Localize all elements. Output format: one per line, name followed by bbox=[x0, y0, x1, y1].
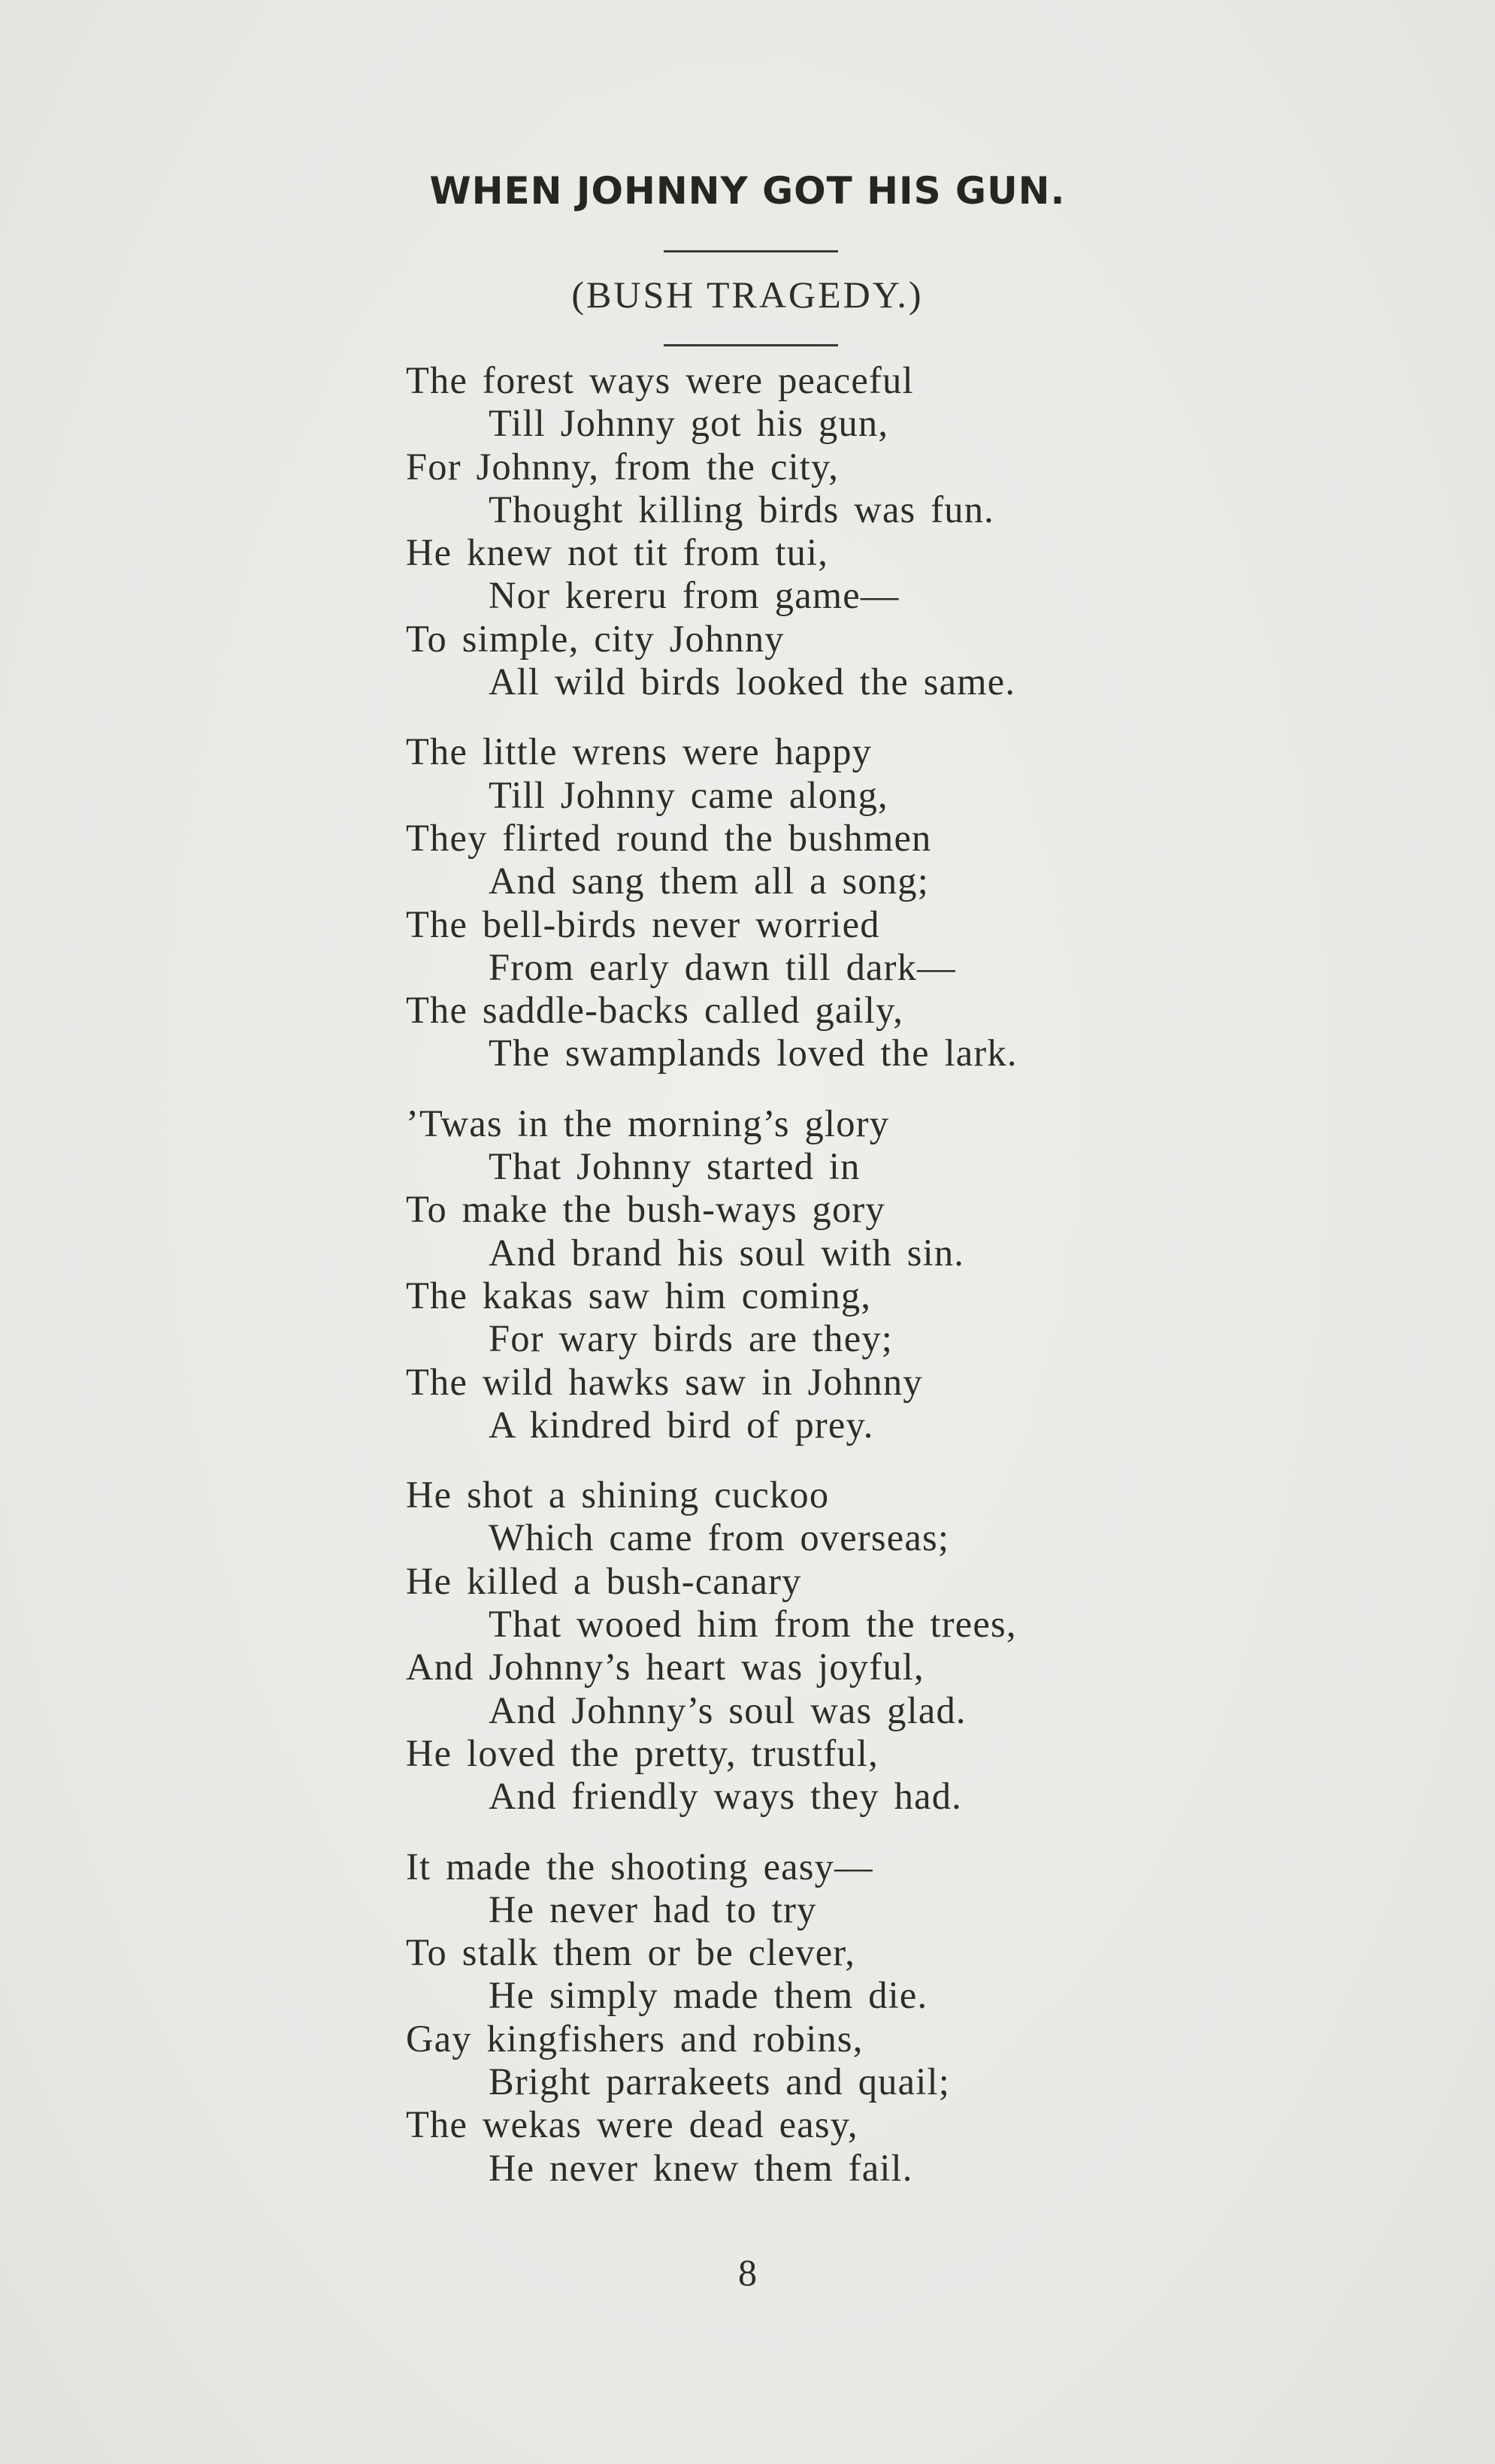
poem-line: All wild birds looked the same. bbox=[489, 661, 1016, 703]
poem-line: He shot a shining cuckoo bbox=[406, 1474, 830, 1516]
stanza bbox=[392, 1846, 1144, 2190]
poem-line: The forest ways were peaceful bbox=[406, 359, 914, 401]
poem-line: To make the bush-ways gory bbox=[406, 1188, 885, 1231]
poem-body bbox=[392, 359, 1144, 2217]
stanza bbox=[392, 1102, 1144, 1447]
page-number: 8 bbox=[738, 2251, 757, 2293]
title-divider bbox=[664, 250, 838, 252]
poem-line: From early dawn till dark— bbox=[489, 945, 956, 988]
stanza bbox=[392, 730, 1144, 1075]
poem-line: And sang them all a song; bbox=[489, 860, 929, 902]
poem-line: It made the shooting easy— bbox=[406, 1845, 873, 1888]
poem-line: For wary birds are they; bbox=[489, 1317, 894, 1360]
poem-line: Till Johnny got his gun, bbox=[489, 402, 889, 445]
poem-line: For Johnny, from the city, bbox=[406, 445, 840, 488]
stanza bbox=[392, 1474, 1144, 1818]
poem-line: He never had to try bbox=[489, 1888, 817, 1930]
poem-line: Till Johnny came along, bbox=[489, 773, 888, 816]
poem-line: To stalk them or be clever, bbox=[406, 1931, 856, 1974]
poem-line: He loved the pretty, trustful, bbox=[406, 1731, 879, 1774]
poem-line: To simple, city Johnny bbox=[406, 617, 785, 660]
poem-line: That wooed him from the trees, bbox=[489, 1603, 1017, 1646]
poem-line: The kakas saw him coming, bbox=[406, 1274, 872, 1317]
poem-line: Thought killing birds was fun. bbox=[489, 488, 994, 531]
subtitle-divider bbox=[664, 344, 838, 346]
poem-line: And Johnny’s soul was glad. bbox=[489, 1689, 967, 1731]
poem-line: The saddle-backs called gaily, bbox=[406, 989, 904, 1032]
stanza bbox=[392, 359, 1144, 703]
poem-line: He knew not tit from tui, bbox=[406, 531, 829, 574]
poem-line: That Johnny started in bbox=[489, 1145, 861, 1188]
poem-line: And brand his soul with sin. bbox=[489, 1231, 965, 1274]
poem-line: The wekas were dead easy, bbox=[406, 2103, 858, 2146]
poem-line: The bell-birds never worried bbox=[406, 902, 880, 945]
poem-line: And friendly ways they had. bbox=[489, 1775, 962, 1818]
poem-subtitle: (BUSH TRAGEDY.) bbox=[571, 274, 924, 316]
poem-line: The wild hawks saw in Johnny bbox=[406, 1360, 923, 1403]
poem-title: WHEN JOHNNY GOT HIS GUN. bbox=[429, 169, 1066, 213]
poem-line: The swamplands loved the lark. bbox=[489, 1032, 1018, 1075]
poem-line: He never knew them fail. bbox=[489, 2146, 913, 2189]
poem-line: Bright parrakeets and quail; bbox=[489, 2060, 950, 2103]
poem-line: And Johnny’s heart was joyful, bbox=[406, 1646, 925, 1689]
poem-line: A kindred bird of prey. bbox=[489, 1403, 874, 1446]
poem-line: The little wrens were happy bbox=[406, 730, 873, 773]
poem-line: ’Twas in the morning’s glory bbox=[406, 1102, 890, 1144]
poem-line: Nor kereru from game— bbox=[489, 574, 900, 617]
poem-line: He killed a bush-canary bbox=[406, 1559, 802, 1602]
poem-line: Which came from overseas; bbox=[489, 1516, 950, 1559]
poem-line: Gay kingfishers and robins, bbox=[406, 2017, 864, 2060]
poem-line: He simply made them die. bbox=[489, 1974, 928, 2017]
poem-line: They flirted round the bushmen bbox=[406, 816, 932, 859]
